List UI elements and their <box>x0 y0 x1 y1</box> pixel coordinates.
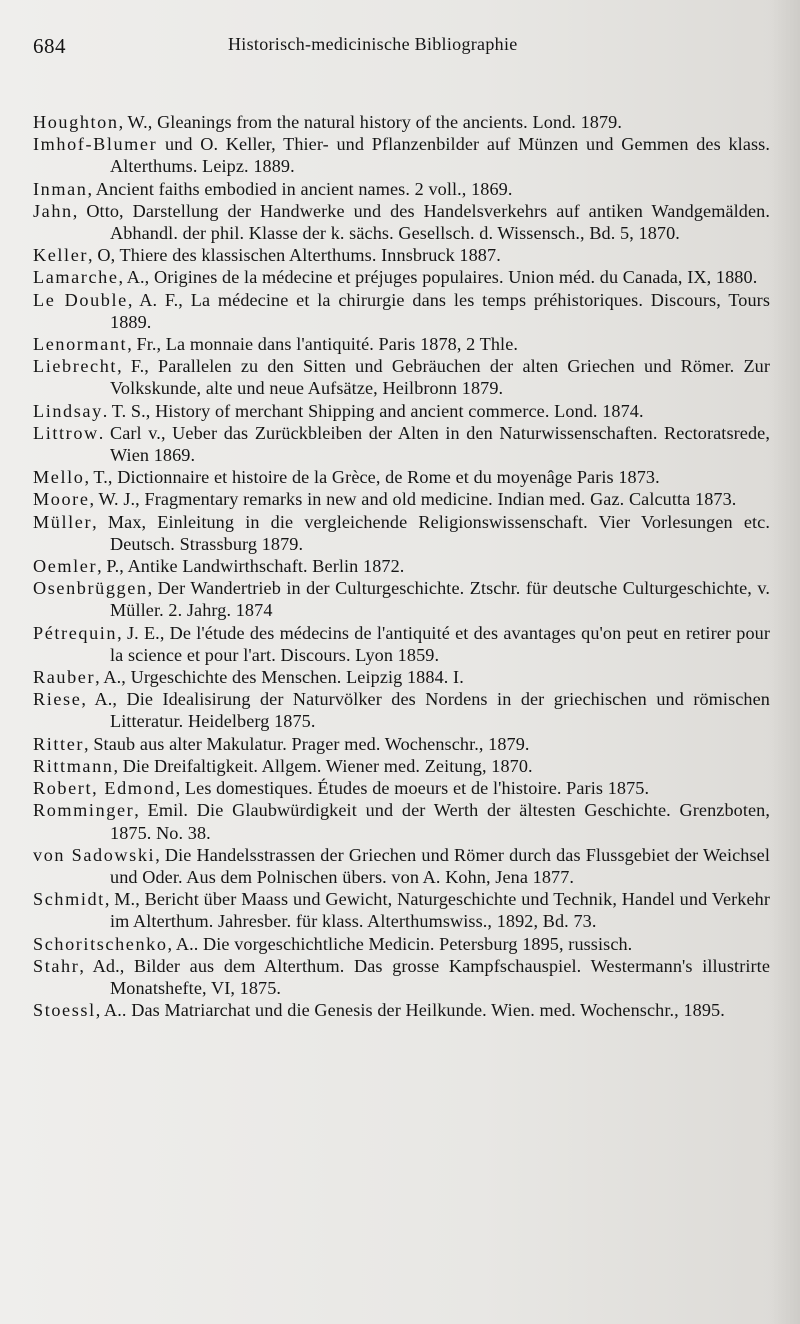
entry-text: , M., Bericht über Maass und Gewicht, Naturgeschichte und Technik, Handel und Verkehr im Alterthum. Jahresber. für klass. Alterthumswiss., 1892, Bd. 73. <box>104 889 770 932</box>
entry-author: Pétrequin <box>33 622 118 643</box>
bibliography-entry <box>33 666 770 688</box>
entry-author: Littrow <box>33 422 99 443</box>
bibliography-entry <box>33 422 770 466</box>
bibliography-entry <box>33 888 770 932</box>
bibliography-entry <box>33 488 770 510</box>
page-edge-shadow <box>770 0 800 1324</box>
bibliography-entry <box>33 933 770 955</box>
entry-author: Lamarche <box>33 267 119 288</box>
entry-text: , Die Dreifaltigkeit. Allgem. Wiener med. Zeitung, 1870. <box>113 755 533 776</box>
entry-author: von Sadowski <box>33 844 156 865</box>
entry-text: , Die Handelsstrassen der Griechen und Römer durch das Flussgebiet der Weichsel und Oder. Aus dem Polnischen übers. von A. Kohn, Jena 1877. <box>110 844 770 887</box>
entry-author: Houghton <box>33 112 119 132</box>
bibliography-entry <box>33 799 770 843</box>
entry-author: Moore <box>33 489 90 510</box>
entry-text: , A. F., La médecine et la chirurgie dans les temps préhistoriques. Discours, Tours 1889. <box>110 289 770 332</box>
entry-text: , Ancient faiths embodied in ancient names. 2 voll., 1869. <box>87 178 513 199</box>
entry-author: Romminger <box>33 800 135 821</box>
bibliography-entry <box>33 733 770 755</box>
entry-author: Oemler <box>33 556 98 577</box>
bibliography-entry <box>33 755 770 777</box>
entry-author: Lindsay <box>33 400 103 421</box>
bibliography-entry <box>33 688 770 732</box>
entry-author: Imhof-Blumer <box>33 134 158 155</box>
entry-author: Schmidt <box>33 889 105 910</box>
entry-text: . T. S., History of merchant Shipping and ancient commerce. Lond. 1874. <box>102 400 644 421</box>
page-header <box>33 34 770 64</box>
entry-text: , Otto, Darstellung der Handwerke und des Handelsverkehrs auf antiken Wandgemälden. Abhandl. der phil. Klasse der k. sächs. Gesellsch. d. Wissensch., Bd. 5, 1870. <box>72 200 770 244</box>
bibliography-entry <box>33 178 770 200</box>
entry-author: Osenbrüggen <box>33 578 148 599</box>
entry-text: , Fr., La monnaie dans l'antiquité. Paris 1878, 2 Thle. <box>127 334 519 355</box>
bibliography-entry <box>33 355 770 399</box>
bibliography-entry <box>33 266 770 288</box>
entry-author: Lenormant <box>33 334 128 355</box>
bibliography-entry <box>33 244 770 266</box>
bibliography-entry <box>33 844 770 888</box>
entry-author: Rauber <box>33 667 96 688</box>
bibliography-entry <box>33 400 770 422</box>
bibliography-entry <box>33 577 770 621</box>
entry-author: Riese <box>33 689 82 710</box>
entry-author: Jahn <box>33 200 73 221</box>
entry-text: , A.. Das Matriarchat und die Genesis der Heilkunde. Wien. med. Wochenschr., 1895. <box>95 1000 725 1021</box>
entry-text: , P., Antike Landwirthschaft. Berlin 1872. <box>97 556 405 577</box>
entry-text: , Emil. Die Glaubwürdigkeit und der Werth der ältesten Geschichte. Grenzboten, 1875. No. 38. <box>110 800 770 843</box>
entry-text: , Max, Einleitung in die vergleichende Religionswissenschaft. Vier Vorlesungen etc. Deutsch. Strassburg 1879. <box>92 511 770 554</box>
entry-text: und O. Keller, Thier- und Pflanzenbilder auf Münzen und Gemmen des klass. Alterthums. Leipz. 1889. <box>110 134 770 177</box>
entry-author: Liebrecht <box>33 356 118 377</box>
bibliography-entry <box>33 511 770 555</box>
entry-author: Stoessl <box>33 1000 96 1021</box>
bibliography-entry <box>33 955 770 999</box>
bibliography-entry <box>33 200 770 244</box>
bibliography-entry <box>33 111 770 133</box>
bibliography-entry <box>33 622 770 666</box>
running-title: Historisch-medicinische Bibliographie <box>228 34 518 54</box>
bibliography-entry <box>33 133 770 177</box>
entry-text: , A., Origines de la médecine et préjuges populaires. Union méd. du Canada, IX, 1880. <box>118 267 758 288</box>
page-number: 684 <box>33 34 66 58</box>
entry-text: , W. J., Fragmentary remarks in new and old medicine. Indian med. Gaz. Calcutta 1873. <box>89 489 737 510</box>
entry-author: Inman <box>33 178 88 199</box>
entry-text: , Ad., Bilder aus dem Alterthum. Das grosse Kampfschauspiel. Westermann's illustrirte Monatshefte, VI, 1875. <box>79 955 770 998</box>
entry-text: , A.. Die vorgeschichtliche Medicin. Petersburg 1895, russisch. <box>167 933 633 954</box>
entry-text: , J. E., De l'étude des médecins de l'antiquité et des avantages qu'on peut en retirer pour la science et pour l'art. Discours. Lyon 1859. <box>110 622 770 665</box>
bibliography-list <box>33 111 770 1021</box>
entry-author: Mello <box>33 467 85 488</box>
entry-text: . Carl v., Ueber das Zurückbleiben der Alten in den Naturwissenschaften. Rectoratsrede, Wien 1869. <box>98 422 770 466</box>
bibliography-entry <box>33 289 770 333</box>
entry-text: , T., Dictionnaire et histoire de la Grèce, de Rome et du moyenâge Paris 1873. <box>84 467 660 488</box>
entry-text: , Staub aus alter Makulatur. Prager med. Wochenschr., 1879. <box>84 733 530 754</box>
entry-text: , F., Parallelen zu den Sitten und Gebräuchen der alten Griechen und Römer. Zur Volkskunde, alte und neue Aufsätze, Heilbronn 1879. <box>110 356 770 399</box>
entry-text: , Der Wandertrieb in der Culturgeschichte. Ztschr. für deutsche Culturgeschichte, v. Müller. 2. Jahrg. 1874 <box>110 578 770 621</box>
entry-author: Schoritschenko <box>33 933 168 954</box>
entry-text: , W., Gleanings from the natural history of the ancients. Lond. 1879. <box>118 112 622 132</box>
entry-author: Ritter <box>33 733 85 754</box>
bibliography-entry <box>33 999 770 1021</box>
entry-author: Keller <box>33 245 89 266</box>
entry-text: , A., Urgeschichte des Menschen. Leipzig 1884. I. <box>95 667 464 688</box>
bibliography-entry <box>33 555 770 577</box>
entry-text: , A., Die Idealisirung der Naturvölker des Nordens in der griechischen und römischen Litteratur. Heidelberg 1875. <box>81 689 770 732</box>
entry-author: Müller <box>33 511 93 532</box>
entry-text: , Les domestiques. Études de moeurs et de l'histoire. Paris 1875. <box>175 778 650 799</box>
entry-author: Stahr <box>33 955 80 976</box>
entry-author: Robert, Edmond <box>33 778 176 799</box>
entry-text: , O, Thiere des klassischen Alterthums. Innsbruck 1887. <box>88 245 501 266</box>
entry-author: Le Double <box>33 289 128 310</box>
entry-author: Rittmann <box>33 755 114 776</box>
bibliography-entry <box>33 466 770 488</box>
bibliography-entry <box>33 777 770 799</box>
bibliography-entry <box>33 333 770 355</box>
